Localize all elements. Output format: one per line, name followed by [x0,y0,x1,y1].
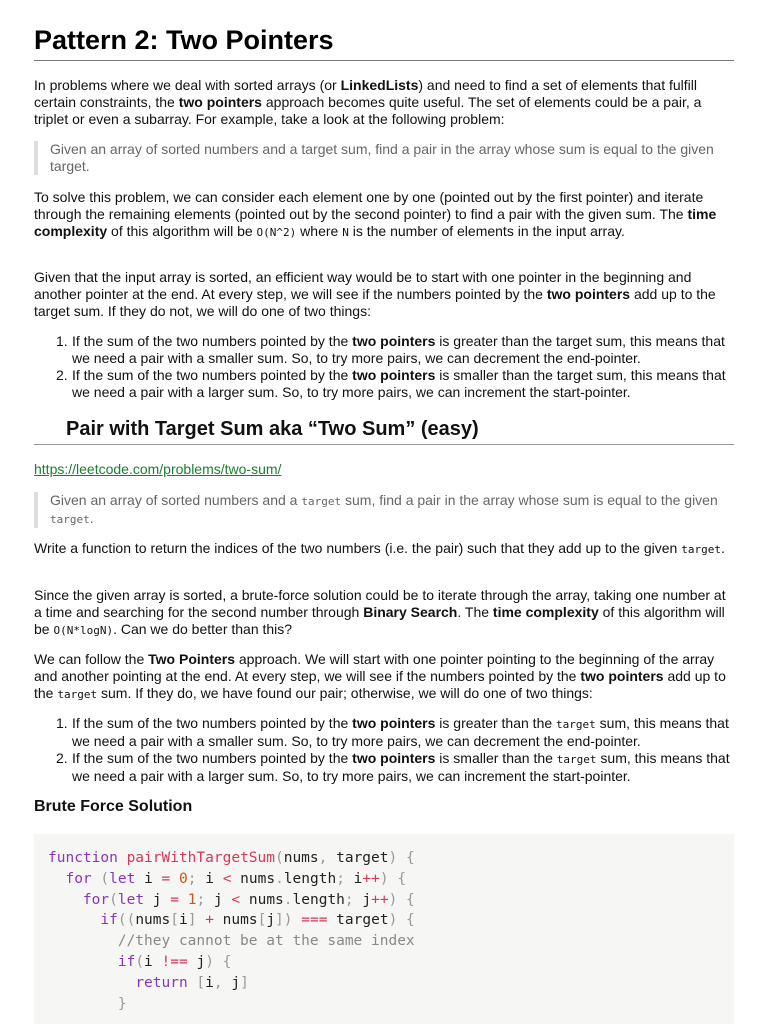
code-block [34,834,734,1024]
section-heading: Pair with Target Sum aka “Two Sum” (easy) [34,416,734,445]
code-line: for(let j = 1; j < nums.length; j++) { [82,891,415,908]
list-item: 1. If the sum of the two numbers pointed by the two pointers is greater than the target sum, this means that we need a pair with a smaller sum. So, to try more pairs, we can decrement the end-pointer. [56,715,729,749]
code-line: if(i !== j) { [117,953,232,970]
section-steps-list [34,715,734,785]
section-paragraph-1: Write a function to return the indices of the two numbers (i.e. the pair) such that they add up to the given target. [34,540,725,556]
problem-quote: Given an array of sorted numbers and a target sum, find a pair in the array whose sum is equal to the given target. [34,141,734,175]
list-item: 2. If the sum of the two numbers pointed by the two pointers is smaller than the target sum, this means that we need a pair with a larger sum. So, to try more pairs, we can increment the start-pointer. [56,367,726,400]
two-sum-quote: Given an array of sorted numbers and a target sum, find a pair in the array whose sum is equal to the given target. [34,492,734,528]
leetcode-link[interactable]: https://leetcode.com/problems/two-sum/ [34,461,282,477]
code-line: for (let i = 0; i < nums.length; i++) { [65,870,407,887]
intro-paragraph-3: Given that the input array is sorted, an efficient way would be to start with one pointer in the beginning and another pointer at the end. At every step, we will see if the numbers pointed by the two pointers add up to the target sum. If they do not, we will do one of two things: [34,269,716,319]
intro-steps-list [34,333,734,401]
intro-paragraph-2: To solve this problem, we can consider each element one by one (pointed out by the first pointer) and iterate through the remaining elements (pointed out by the second pointer) to find a pair with the given sum. The time complexity of this algorithm will be O(N^2) where N is the number of elements in the input array. [34,189,717,239]
section-paragraph-2: Since the given array is sorted, a brute-force solution could be to iterate through the array, taking one number at a time and searching for the second number through Binary Search. The time complexity of this algorithm will be O(N*logN). Can we do better than this? [34,587,726,637]
section-paragraph-3: We can follow the Two Pointers approach. We will start with one pointer pointing to the beginning of the array and another pointing at the end. At every step, we will see if the numbers pointed by the two pointers add up to the target sum. If they do, we have found our pair; otherwise, we will do one of two things: [34,651,726,701]
brute-force-heading: Brute Force Solution [34,798,193,815]
code-line: function pairWithTargetSum(nums, target) { [48,850,415,866]
page-title: Pattern 2: Two Pointers [34,24,734,61]
code-comment: //they cannot be at the same index [117,933,415,950]
code-line: } [117,995,127,1012]
code-line: if((nums[i] + nums[j]) === target) { [100,912,415,929]
list-item: 1. If the sum of the two numbers pointed by the two pointers is greater than the target sum, this means that we need a pair with a smaller sum. So, to try more pairs, we can decrement the end-pointer. [56,333,725,366]
intro-paragraph-1: In problems where we deal with sorted arrays (or LinkedLists) and need to find a set of elements that fulfill certain constraints, the two pointers approach becomes quite useful. The set of elements could be a pair, a triplet or even a subarray. For example, take a look at the following problem: [34,77,702,127]
list-item: 2. If the sum of the two numbers pointed by the two pointers is smaller than the target sum, this means that we need a pair with a larger sum. So, to try more pairs, we can increment the start-pointer. [56,750,730,784]
code-line: return [i, j] [135,974,249,991]
